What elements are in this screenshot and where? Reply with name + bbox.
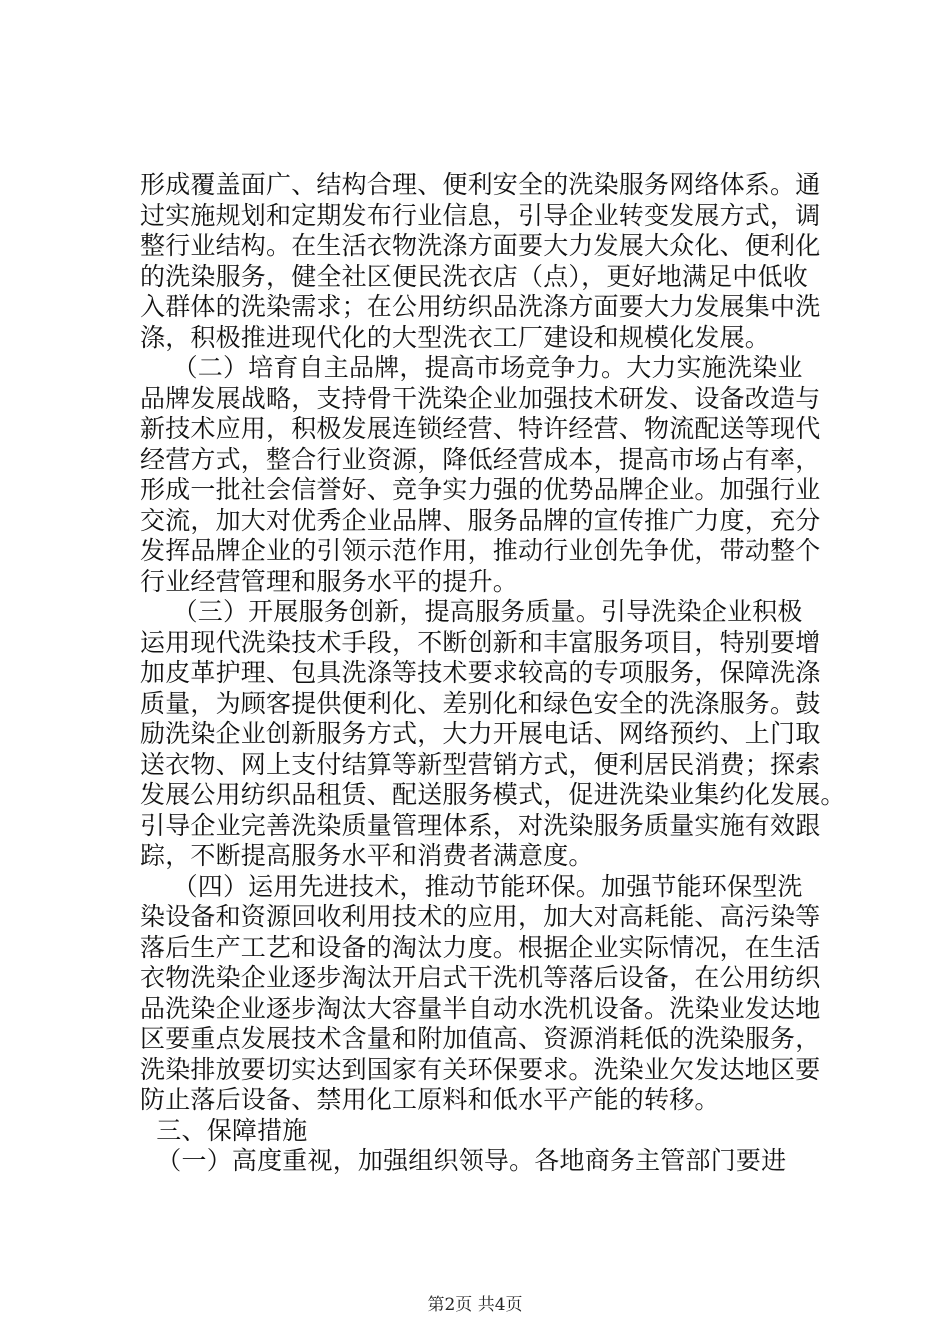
text-line: 品洗染企业逐步淘汰大容量半自动水洗机设备。洗染业发达地 [140,993,821,1023]
text-line: 过实施规划和定期发布行业信息，引导企业转变发展方式，调 [140,200,821,230]
text-line: 发展公用纺织品租赁、配送服务模式，促进洗染业集约化发展。 [140,780,846,809]
text-line: （三）开展服务创新，提高服务质量。引导洗染企业积极 [140,597,803,626]
text-line: 质量，为顾客提供便利化、差别化和绿色安全的洗涤服务。鼓 [140,688,821,718]
text-line: 运用现代洗染技术手段，不断创新和丰富服务项目，特别要增 [140,627,821,657]
text-line: 加皮革护理、包具洗涤等技术要求较高的专项服务，保障洗涤 [140,658,821,687]
body-text [140,170,846,1177]
text-line: 励洗染企业创新服务方式，大力开展电话、网络预约、上门取 [140,719,821,748]
text-line: 入群体的洗染需求；在公用纺织品洗涤方面要大力发展集中洗 [140,292,821,321]
page-number-footer: 第2页 共4页 [427,1295,523,1315]
text-line: 新技术应用，积极发展连锁经营、特许经营、物流配送等现代 [140,414,821,443]
text-line: 形成一批社会信誉好、竞争实力强的优势品牌企业。加强行业 [140,475,821,504]
section-heading: 三、保障措施 [140,1115,308,1145]
text-line: 发挥品牌企业的引领示范作用，推动行业创先争优，带动整个 [140,536,821,565]
text-line: 形成覆盖面广、结构合理、便利安全的洗染服务网络体系。通 [140,170,821,199]
text-line: 送衣物、网上支付结算等新型营销方式，便利居民消费；探索 [140,749,821,779]
text-line: 落后生产工艺和设备的淘汰力度。根据企业实际情况，在生活 [140,932,821,962]
text-line: 涤，积极推进现代化的大型洗衣工厂建设和规模化发展。 [140,322,771,352]
text-line: （四）运用先进技术，推动节能环保。加强节能环保型洗 [140,871,803,901]
text-line: 洗染排放要切实达到国家有关环保要求。洗染业欠发达地区要 [140,1054,821,1084]
text-line: （二）培育自主品牌，提高市场竞争力。大力实施洗染业 [140,353,803,382]
text-line: 衣物洗染企业逐步淘汰开启式干洗机等落后设备，在公用纺织 [140,963,821,992]
text-line: 防止落后设备、禁用化工原料和低水平产能的转移。 [140,1085,720,1114]
text-line: 区要重点发展技术含量和附加值高、资源消耗低的洗染服务， [140,1024,821,1053]
text-line: 的洗染服务，健全社区便民洗衣店（点），更好地满足中低收 [140,261,808,291]
text-line: 整行业结构。在生活衣物洗涤方面要大力发展大众化、便利化 [140,231,821,260]
text-line: 踪，不断提高服务水平和消费者满意度。 [140,841,594,870]
text-line: 品牌发展战略，支持骨干洗染企业加强技术研发、设备改造与 [140,383,821,413]
text-line: 引导企业完善洗染质量管理体系，对洗染服务质量实施有效跟 [140,810,821,840]
text-line: 染设备和资源回收利用技术的应用，加大对高耗能、高污染等 [140,902,821,931]
text-line: 行业经营管理和服务水平的提升。 [140,566,519,596]
text-line: （一）高度重视，加强组织领导。各地商务主管部门要进 [140,1146,787,1175]
text-line: 交流，加大对优秀企业品牌、服务品牌的宣传推广力度，充分 [140,505,821,535]
text-line: 经营方式，整合行业资源，降低经营成本，提高市场占有率， [140,444,821,474]
